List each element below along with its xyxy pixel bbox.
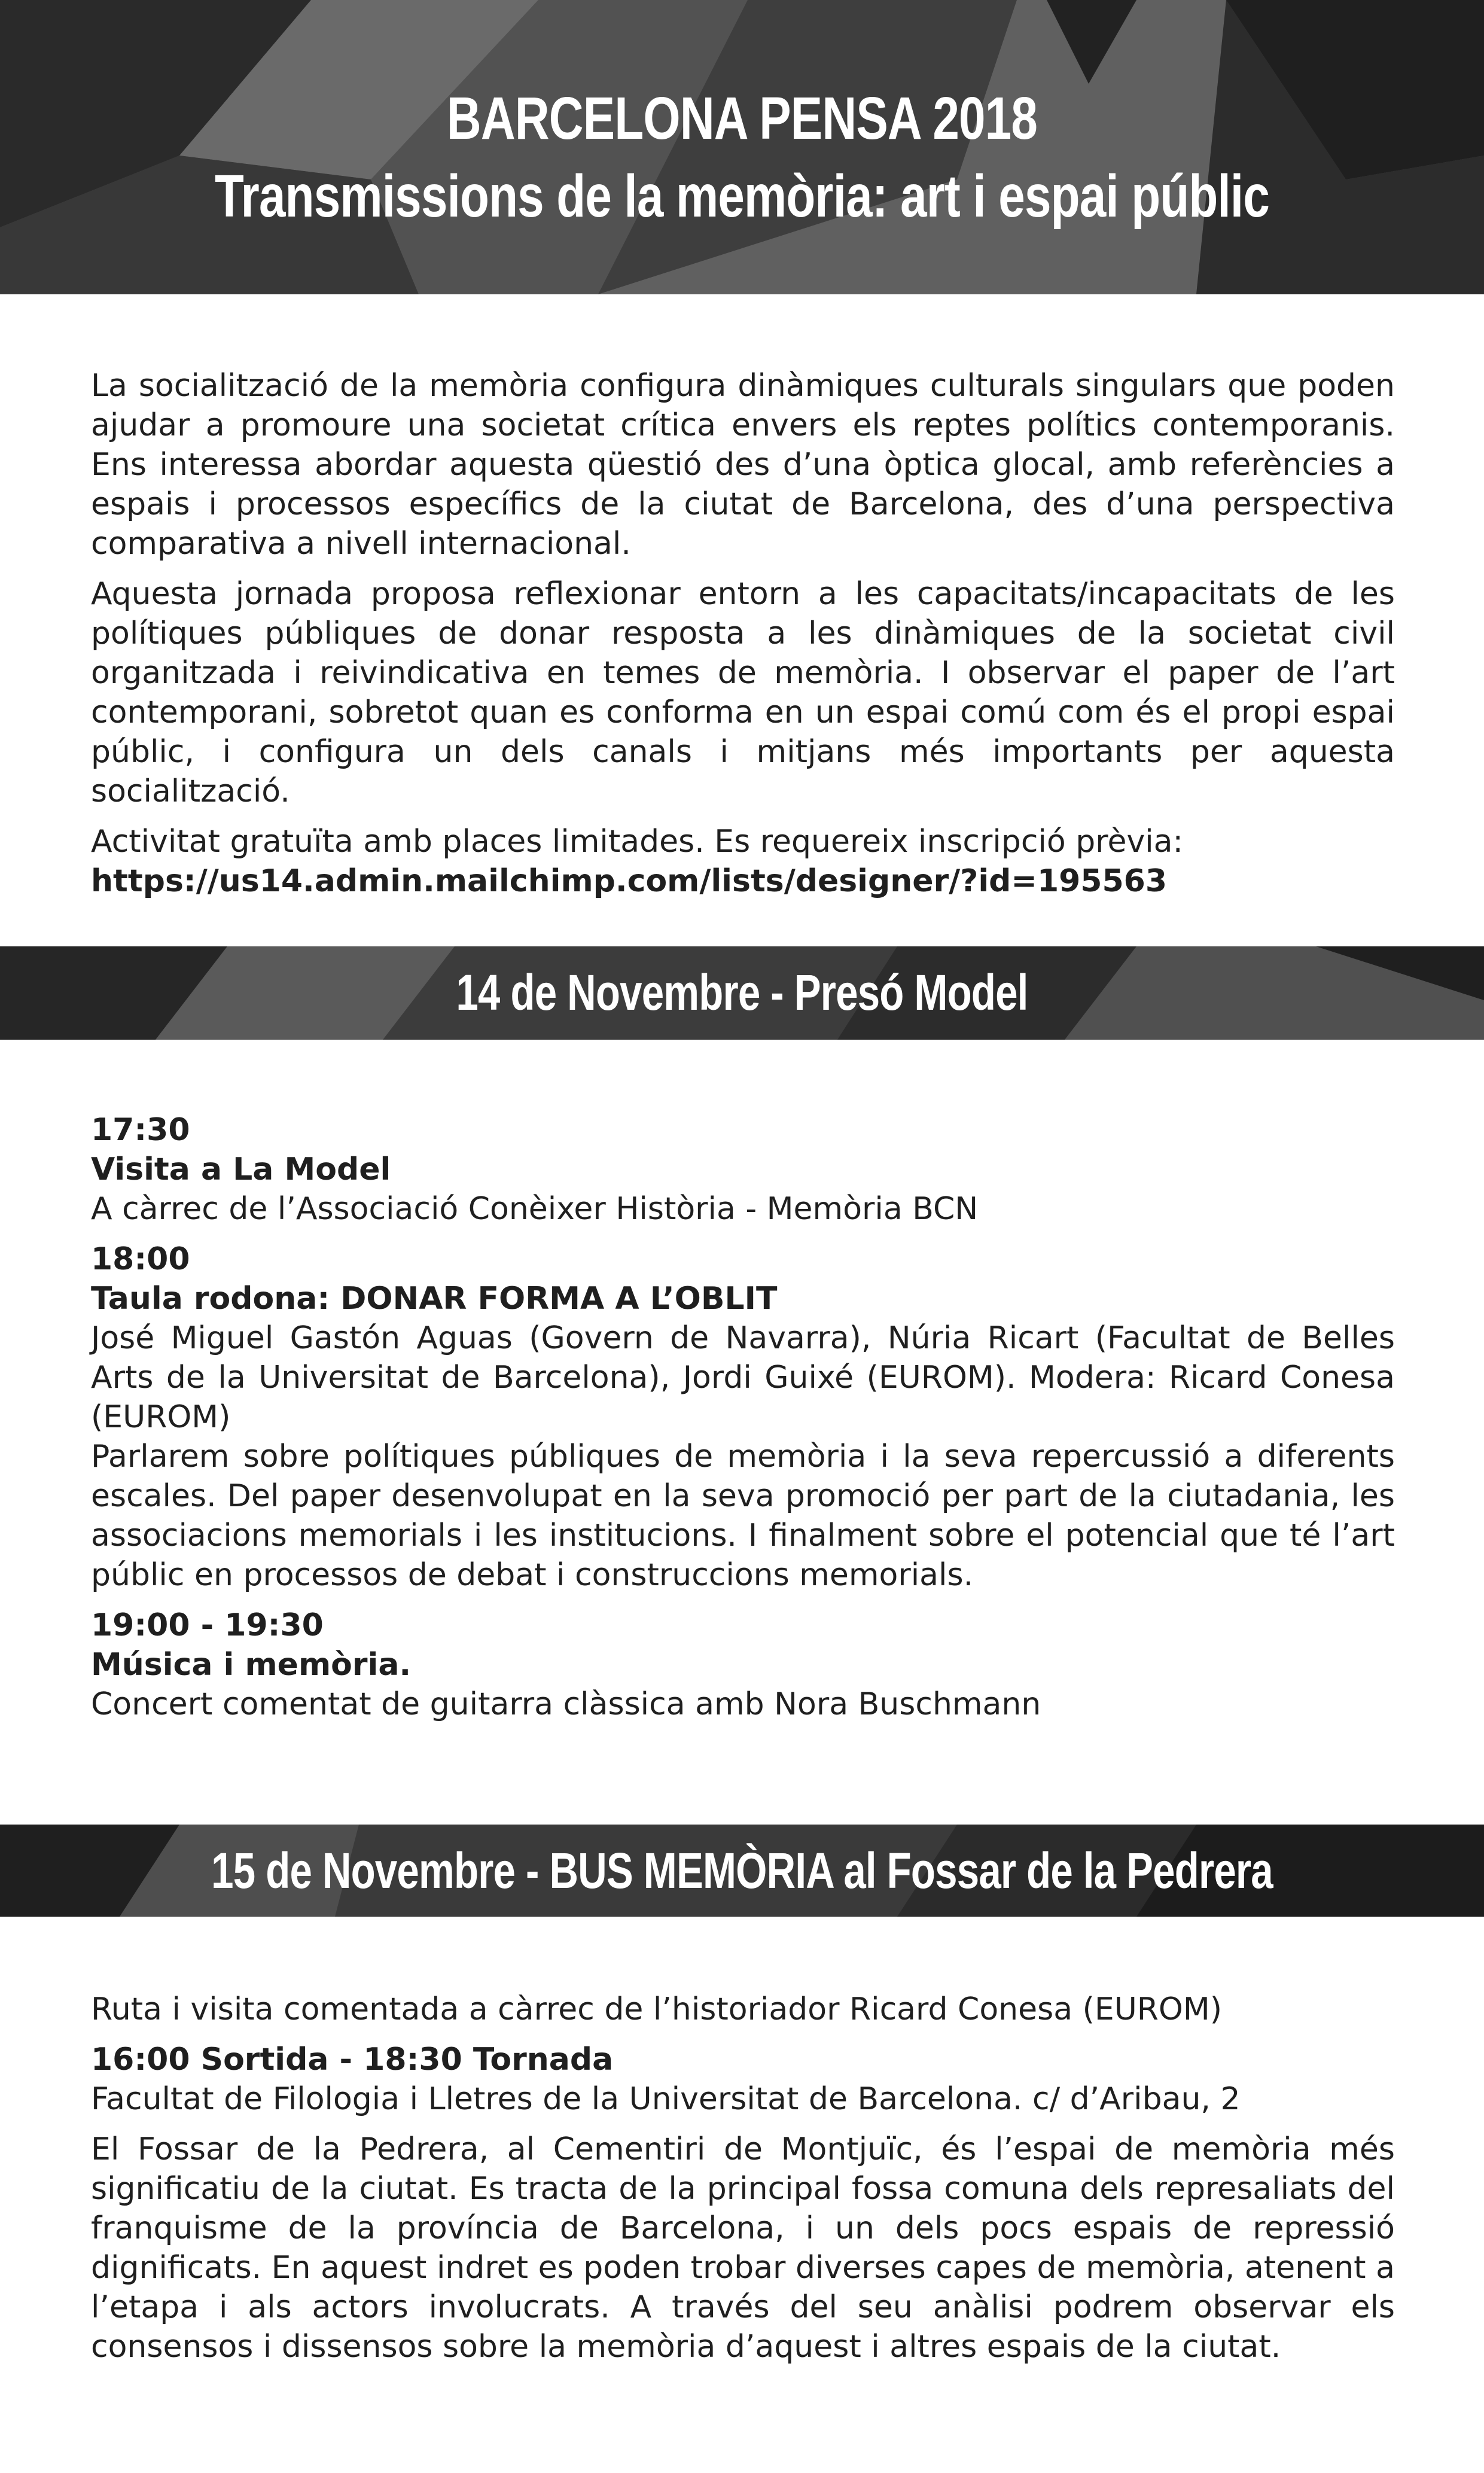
- event-time: 17:30: [91, 1112, 190, 1148]
- day2-heading: 15 de Novembre - BUS MEMÒRIA al Fossar de la Pedrera: [211, 1842, 1273, 1899]
- route-intro: Ruta i visita comentada a càrrec de l’historiador Ricard Conesa (EUROM): [91, 1991, 1223, 2027]
- event-details: A càrrec de l’Associació Conèixer Història - Memòria BCN: [91, 1191, 979, 1227]
- day1-heading-band: [0, 946, 1484, 1040]
- day1-heading: 14 de Novembre - Presó Model: [456, 964, 1028, 1021]
- meeting-point: Facultat de Filologia i Lletres de la Universitat de Barcelona. c/ d’Aribau, 2: [91, 2081, 1241, 2117]
- route-schedule: 16:00 Sortida - 18:30 Tornada: [91, 2042, 614, 2078]
- day2-heading-band: [0, 1825, 1484, 1917]
- event-time: 18:00: [91, 1241, 190, 1277]
- event-details: José Miguel Gastón Aguas (Govern de Navarra), Núria Ricart (Facultat de Belles Arts de la Universitat de Barcelona), Jordi Guixé (EUROM). Modera: Ricard Conesa (EUROM): [91, 1320, 1395, 1435]
- intro-paragraph-1: La socialització de la memòria configura dinàmiques culturals singulars que poden ajudar a promoure una societat crítica envers els reptes polítics contemporanis. Ens interessa abordar aquesta qüestió des d’una òptica glocal, amb referències a espais i processos específics de la ciutat de Barcelona, des d’una perspectiva comparativa a nivell internacional.: [91, 368, 1395, 562]
- fossar-description: El Fossar de la Pedrera, al Cementiri de Montjuïc, és l’espai de memòria més significatiu de la ciutat. Es tracta de la principal fossa comuna dels represaliats del franquisme de la província de Barcelona, i un dels pocs espais de repressió dignificats. En aquest indret es poden trobar diverses capes de memòria, atenent a l’etapa i als actors involucrats. A través del seu anàlisi podrem observar els consensos i dissensos sobre la memòria d’aquest i altres espais de la ciutat.: [91, 2131, 1395, 2365]
- event-item: [91, 1239, 1395, 1595]
- event-subtitle: Transmissions de la memòria: art i espai públic: [214, 163, 1270, 230]
- event-time: 19:00 - 19:30: [91, 1607, 324, 1643]
- registration-link[interactable]: https://us14.admin.mailchimp.com/lists/designer/?id=195563: [91, 863, 1168, 899]
- intro-section: [91, 366, 1395, 901]
- day2-program: [91, 1990, 1395, 2367]
- event-item: [91, 1110, 1395, 1229]
- event-title: BARCELONA PENSA 2018: [446, 85, 1038, 152]
- event-title: Visita a La Model: [91, 1152, 391, 1187]
- intro-paragraph-2: Aquesta jornada proposa reflexionar entorn a les capacitats/incapacitats de les polítiques públiques de donar resposta a les dinàmiques de la societat civil organitzada i reivindicativa en temes de memòria. I observar el paper de l’art contemporani, sobretot quan es conforma en un espai comú com és el propi espai públic, i configura un dels canals i mitjans més importants per aquesta socialització.: [91, 576, 1395, 809]
- event-details: Concert comentat de guitarra clàssica amb Nora Buschmann: [91, 1686, 1041, 1722]
- event-item: [91, 1606, 1395, 1724]
- event-description: Parlarem sobre polítiques públiques de memòria i la seva repercussió a diferents escales. Del paper desenvolupat en la seva promoció per part de la ciutadania, les associacions memorials i les institucions. I finalment sobre el potencial que té l’art públic en processos de debat i construccions memorials.: [91, 1439, 1395, 1593]
- event-title: Taula rodona: DONAR FORMA A L’OBLIT: [91, 1281, 778, 1317]
- event-title: Música i memòria.: [91, 1647, 412, 1683]
- hero-banner: [0, 0, 1484, 294]
- registration-text: Activitat gratuïta amb places limitades. Es requereix inscripció prèvia:: [91, 824, 1184, 860]
- day1-program: [91, 1110, 1395, 1724]
